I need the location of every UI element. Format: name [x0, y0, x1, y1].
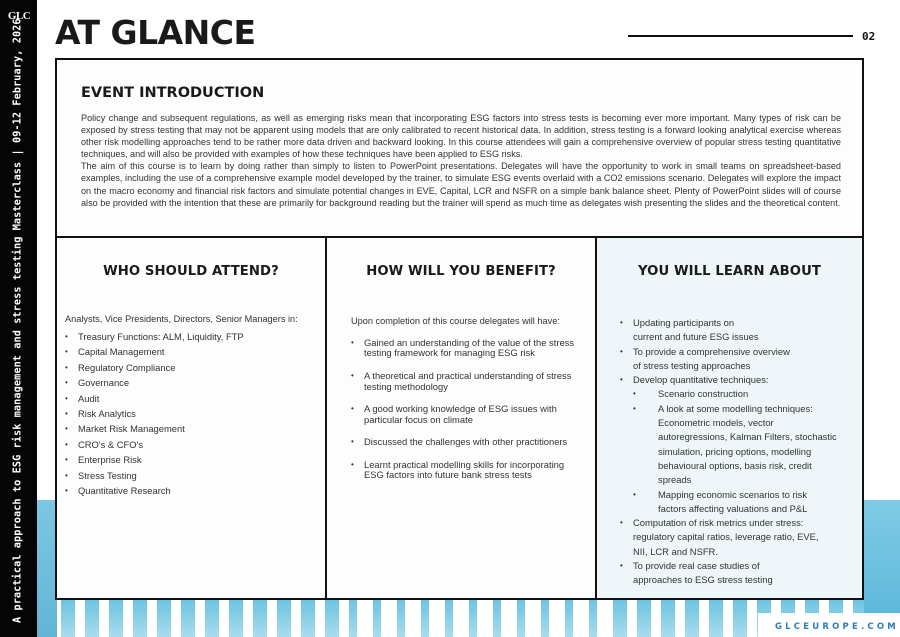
sidebar	[0, 0, 37, 637]
stripe	[109, 600, 123, 637]
attendee-lead: Analysts, Vice Presidents, Directors, Senior Managers in:	[65, 314, 298, 324]
title-divider	[628, 35, 853, 37]
stripe	[613, 600, 627, 637]
list-item: • Enterprise Risk	[65, 452, 244, 467]
list-item: • Learnt practical modelling skills for incorporating ESG factors into future bank stress tests	[351, 460, 586, 481]
list-item: • A good working knowledge of ESG issues with particular focus on climate	[351, 404, 586, 425]
who-should-attend-panel	[55, 236, 327, 600]
stripe	[229, 600, 243, 637]
list-item: • Audit	[65, 391, 244, 406]
list-item: • Capital Management	[65, 344, 244, 359]
list-item: • Develop quantitative techniques:	[620, 373, 858, 387]
stripe	[301, 600, 315, 637]
stripe	[661, 600, 675, 637]
stripe	[181, 600, 195, 637]
how-will-you-benefit-panel	[325, 236, 597, 600]
learn-list	[620, 316, 858, 588]
list-item: • Treasury Functions: ALM, Liquidity, FTP	[65, 329, 244, 344]
stripe	[685, 600, 699, 637]
stripe	[133, 600, 147, 637]
stripe	[709, 600, 723, 637]
stripe	[205, 600, 219, 637]
sub-list-item: • Mapping economic scenarios to risk factors affecting valuations and P&L	[620, 488, 858, 517]
introduction-body	[81, 112, 841, 209]
list-item: • Computation of risk metrics under stress: regulatory capital ratios, leverage ratio, EVE, NII, LCR and NSFR.	[620, 516, 858, 559]
stripe	[445, 600, 453, 637]
section-title-learn: YOU WILL LEARN ABOUT	[637, 264, 821, 279]
stripe	[733, 600, 747, 637]
page-title: AT GLANCE	[55, 13, 256, 52]
benefit-list	[351, 338, 586, 493]
intro-paragraph: The aim of this course is to learn by doing rather than simply to listen to PowerPoint presentations. Delegates will have the opportunity to work in small teams on spreadsheet-based examples, including the use of a comprehensive example model developed by the trainer, to simulate ESG events overlaid with a CO2 emissions scenario. Delegates will explore the impact on the macro economy and financial risk factors and simulate potential changes in EVE, Capital, LCR and NSFR on a simple bank balance sheet. Plenty of PowerPoint slides will of course also be provided with the intention that these are primarily for background reading but the trainer will spend as much time as delegates wish presenting the slides and the theoretical content.	[81, 161, 841, 208]
glc-logo: GLC	[7, 10, 31, 22]
stripe	[253, 600, 267, 637]
website-link[interactable]: GLCEUROPE.COM	[775, 622, 899, 632]
page-number: 02	[862, 30, 876, 43]
list-item: • A theoretical and practical understanding of stress testing methodology	[351, 371, 586, 392]
list-item: • Discussed the challenges with other practitioners	[351, 437, 586, 447]
stripe	[517, 600, 525, 637]
attendee-list	[65, 329, 244, 498]
list-item: • Stress Testing	[65, 468, 244, 483]
list-item: • Quantitative Research	[65, 483, 244, 498]
list-item: • To provide real case studies of approaches to ESG stress testing	[620, 559, 858, 588]
stripe	[373, 600, 381, 637]
list-item: • Risk Analytics	[65, 406, 244, 421]
stripe	[37, 500, 57, 637]
stripe	[61, 600, 75, 637]
list-item: • To provide a comprehensive overview of stress testing approaches	[620, 345, 858, 374]
event-introduction-panel	[55, 58, 864, 238]
stripe	[157, 600, 171, 637]
section-title-who-should-attend: WHO SHOULD ATTEND?	[103, 264, 279, 279]
you-will-learn-panel	[595, 236, 864, 600]
stripe	[421, 600, 429, 637]
section-title-benefit: HOW WILL YOU BENEFIT?	[366, 264, 556, 279]
list-item: • Governance	[65, 375, 244, 390]
benefit-lead: Upon completion of this course delegates will have:	[351, 316, 560, 326]
list-item: • Market Risk Management	[65, 421, 244, 436]
stripe	[541, 600, 549, 637]
stripe	[589, 600, 597, 637]
list-item: • Regulatory Compliance	[65, 360, 244, 375]
list-item: • Gained an understanding of the value of the stress testing framework for managing ESG risk	[351, 338, 586, 359]
stripe	[637, 600, 651, 637]
sub-list-item: • Scenario construction	[620, 387, 858, 401]
stripe	[397, 600, 405, 637]
sub-list-item: • A look at some modelling techniques: Econometric models, vector autoregressions, Kalman Filters, stochastic simulation, pricing options, modelling behavioural options, basis risk, credit spreads	[620, 402, 858, 488]
stripe	[325, 600, 339, 637]
stripe	[469, 600, 477, 637]
intro-paragraph: Policy change and subsequent regulations, as well as emerging risks mean that incorporating ESG factors into stress tests is becoming ever more important. Many types of risk can be exposed by stress testing that may not be apparent using models that are only calibrated to recent historical data. In addition, stress testing is a forward looking analytical exercise whereas other risk modelling approaches tend to be rather more data driven and backward looking. In this course attendees will gain a comprehensive overview of popular stress testing quantitative techniques, and will also be provided with examples of how these techniques have been applied to ESG risks.	[81, 113, 841, 160]
stripe	[565, 600, 573, 637]
section-title-introduction: EVENT INTRODUCTION	[81, 85, 265, 101]
event-tagline: A practical approach to ESG risk management and stress testing Masterclass | 09-12 February, 2026	[12, 18, 24, 623]
stripe	[277, 600, 291, 637]
stripe	[493, 600, 501, 637]
stripe	[85, 600, 99, 637]
list-item: • CRO's & CFO's	[65, 437, 244, 452]
list-item: • Updating participants on current and future ESG issues	[620, 316, 858, 345]
stripe	[349, 600, 357, 637]
